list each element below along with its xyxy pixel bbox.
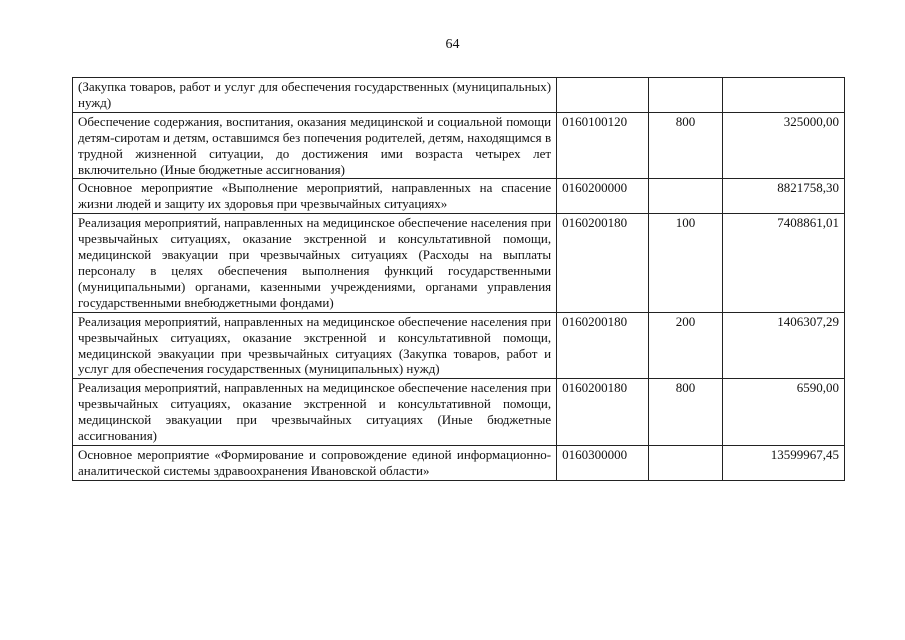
row-description: Реализация мероприятий, направленных на медицинское обеспечение населения при чрезвычайных ситуациях, оказание экстренной и консультативной помощи, медицинской эвакуации при чрезвычайных ситуациях (Иные бюджетные ассигнования)	[73, 379, 557, 446]
row-code: 0160200180	[557, 214, 649, 312]
row-code: 0160200000	[557, 179, 649, 214]
row-code: 0160200180	[557, 312, 649, 379]
row-expense-type: 200	[648, 312, 722, 379]
row-expense-type: 800	[648, 379, 722, 446]
row-code: 0160100120	[557, 112, 649, 179]
row-expense-type	[648, 179, 722, 214]
row-expense-type	[648, 78, 722, 113]
row-description: Реализация мероприятий, направленных на медицинское обеспечение населения при чрезвычайных ситуациях, оказание экстренной и консультативной помощи, медицинской эвакуации при чрезвычайных ситуациях (Закупка товаров, работ и услуг для обеспечения государственных (муниципальных) нужд)	[73, 312, 557, 379]
row-description: Основное мероприятие «Формирование и сопровождение единой информационно-аналитической системы здравоохранения Ивановской области»	[73, 445, 557, 480]
row-amount: 7408861,01	[723, 214, 845, 312]
row-description: Обеспечение содержания, воспитания, оказания медицинской и социальной помощи детям-сиротам и детям, оставшимся без попечения родителей, детям, находящимся в трудной жизненной ситуации, до достижения ими возраста четырех лет включительно (Иные бюджетные ассигнования)	[73, 112, 557, 179]
table-row	[73, 179, 845, 214]
table-row	[73, 312, 845, 379]
row-description: Реализация мероприятий, направленных на медицинское обеспечение населения при чрезвычайных ситуациях, оказание экстренной и консультативной помощи, медицинской эвакуации при чрезвычайных ситуациях (Расходы на выплаты персоналу в целях обеспечения выполнения функций государственными (муниципальными) органами, казенными учреждениями, органами управления государственными внебюджетными фондами)	[73, 214, 557, 312]
table-row	[73, 379, 845, 446]
row-amount: 8821758,30	[723, 179, 845, 214]
row-description: Основное мероприятие «Выполнение мероприятий, направленных на спасение жизни людей и защиту их здоровья при чрезвычайных ситуациях»	[73, 179, 557, 214]
budget-table	[72, 77, 845, 481]
row-code: 0160300000	[557, 445, 649, 480]
row-amount: 1406307,29	[723, 312, 845, 379]
row-amount	[723, 78, 845, 113]
table-row	[73, 78, 845, 113]
row-description: (Закупка товаров, работ и услуг для обеспечения государственных (муниципальных) нужд)	[73, 78, 557, 113]
row-amount: 6590,00	[723, 379, 845, 446]
row-expense-type	[648, 445, 722, 480]
row-amount: 13599967,45	[723, 445, 845, 480]
table-row	[73, 445, 845, 480]
row-expense-type: 100	[648, 214, 722, 312]
row-code: 0160200180	[557, 379, 649, 446]
row-expense-type: 800	[648, 112, 722, 179]
table-row	[73, 112, 845, 179]
table-row	[73, 214, 845, 312]
page-number: 64	[445, 37, 460, 52]
row-code	[557, 78, 649, 113]
row-amount: 325000,00	[723, 112, 845, 179]
